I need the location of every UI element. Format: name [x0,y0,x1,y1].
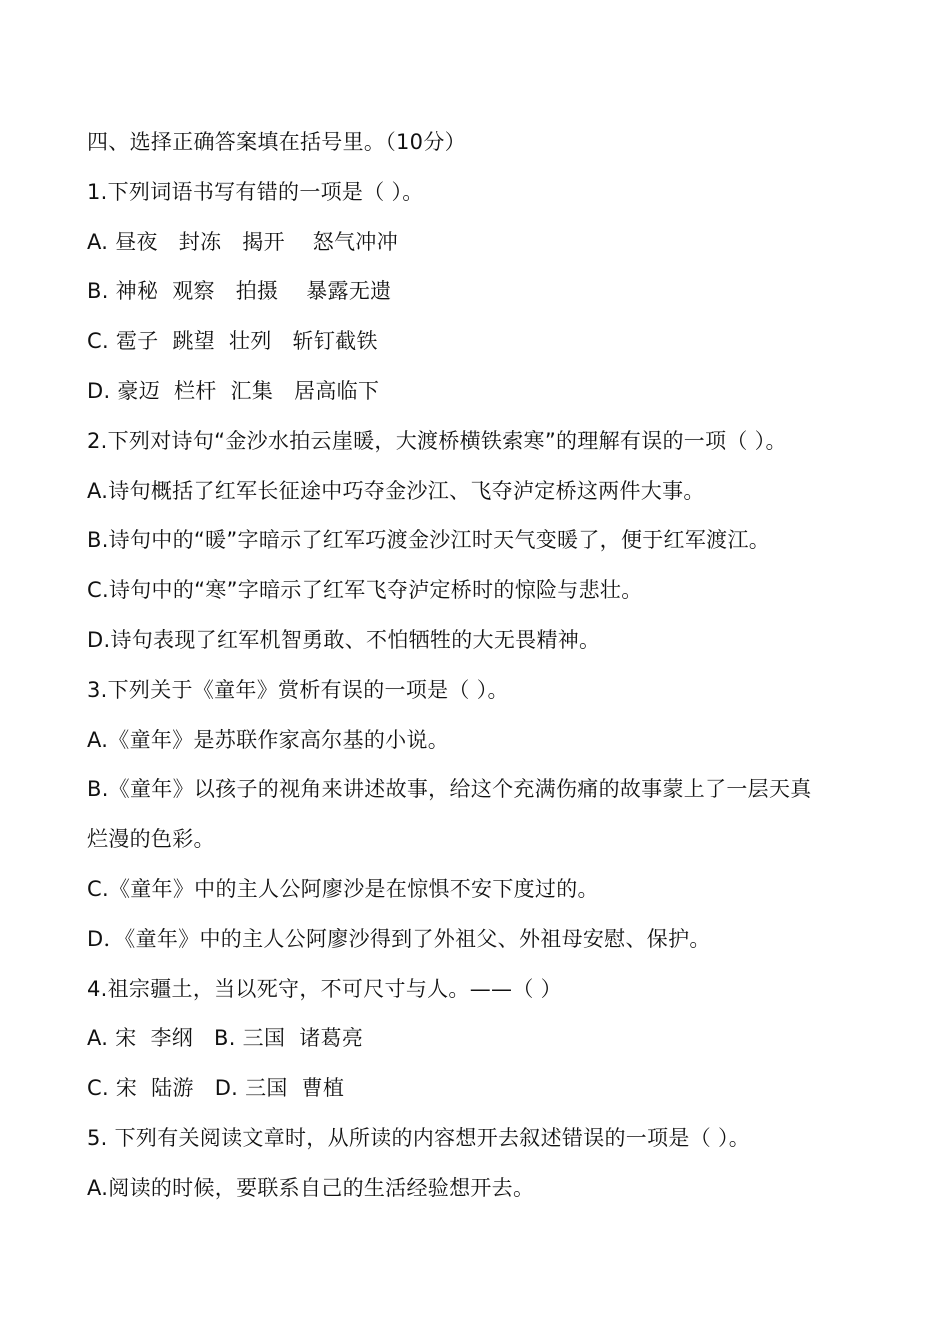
option-2d: D.诗句表现了红军机智勇敢、不怕牺牲的大无畏精神。 [87,627,601,652]
option-3a: A.《童年》是苏联作家高尔基的小说。 [87,727,450,752]
option-1b: B. 神秘 观察 拍摄 暴露无遗 [87,279,392,304]
question-3: 3.下列关于《童年》赏析有误的一项是（ ）。 [87,677,509,702]
options-4cd: C. 宋 陆游 D. 三国 曹植 [87,1076,345,1101]
option-2b: B.诗句中的“暖”字暗示了红军巧渡金沙江时天气变暖了，便于红军渡江。 [87,528,771,553]
question-4: 4.祖宗疆土，当以死守，不可尺寸与人。——（ ） [87,976,562,1001]
option-3c: C.《童年》中的主人公阿廖沙是在惊惧不安下度过的。 [87,876,599,901]
option-5a: A.阅读的时候，要联系自己的生活经验想开去。 [87,1175,535,1200]
option-1a: A. 昼夜 封冻 揭开 怒气冲冲 [87,229,398,254]
option-1d: D. 豪迈 栏杆 汇集 居高临下 [87,378,380,403]
option-2a: A.诗句概括了红军长征途中巧夺金沙江、飞夺泸定桥这两件大事。 [87,478,705,503]
options-4ab: A. 宋 李纲 B. 三国 诸葛亮 [87,1026,364,1051]
question-5: 5. 下列有关阅读文章时，从所读的内容想开去叙述错误的一项是（ ）。 [87,1125,751,1150]
option-3d: D．《童年》中的主人公阿廖沙得到了外祖父、外祖母安慰、保护。 [87,926,711,951]
worksheet-page [87,118,877,1214]
question-2: 2.下列对诗句“金沙水拍云崖暖，大渡桥横铁索寒”的理解有误的一项（ ）。 [87,428,787,453]
section-title: 四、选择正确答案填在括号里。（10分） [87,130,466,154]
option-3b-continued: 烂漫的色彩。 [87,827,215,852]
option-1c: C. 雹子 跳望 壮列 斩钉截铁 [87,329,378,354]
option-2c: C.诗句中的“寒”字暗示了红军飞夺泸定桥时的惊险与悲壮。 [87,578,643,603]
option-3b: B.《童年》以孩子的视角来讲述故事，给这个充满伤痛的故事蒙上了一层天真 [87,777,812,802]
question-1: 1.下列词语书写有错的一项是（ ）。 [87,179,424,204]
